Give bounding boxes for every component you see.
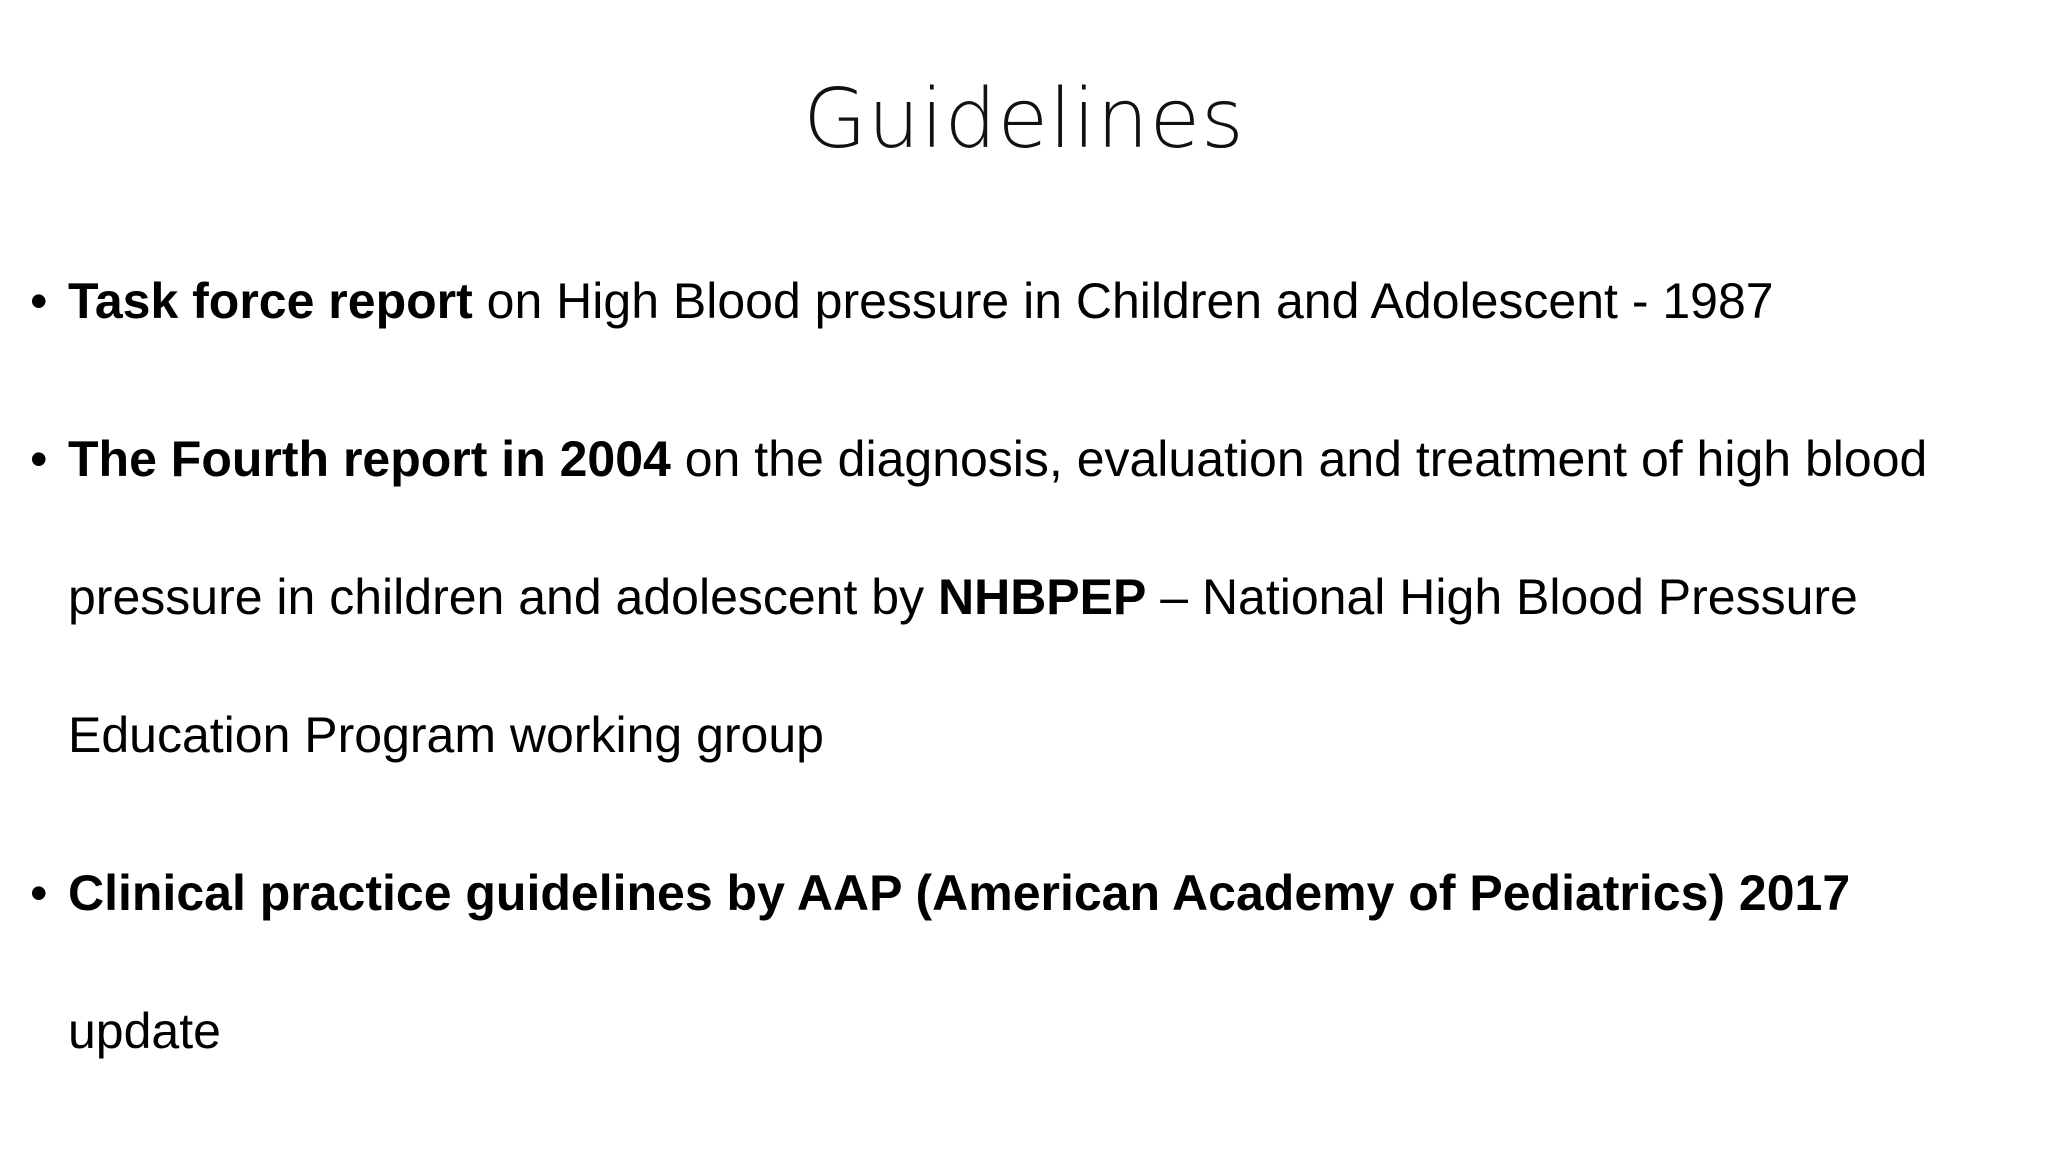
bullet-bold-text: Task force report — [68, 273, 473, 329]
bullet-bold-acronym: NHBPEP — [937, 569, 1147, 625]
bullet-icon: • — [30, 431, 48, 487]
bullet-icon: • — [30, 865, 48, 921]
bullet-icon: • — [30, 273, 48, 329]
bullet-text: update — [68, 1003, 221, 1059]
bullet-text: on High Blood pressure in Children and Adolescent - 1987 — [472, 273, 1774, 329]
bullet-bold-text: The Fourth report in 2004 — [68, 431, 671, 487]
slide-title: Guidelines — [803, 72, 1245, 167]
bullet-item-task-force — [30, 232, 1990, 370]
bullet-item-fourth-report — [30, 390, 1990, 804]
bullet-text: – National High Blood Pressure Education Program working group — [68, 569, 1858, 763]
bullet-list — [30, 232, 1990, 1100]
bullet-item-aap-guidelines — [30, 824, 1990, 1100]
bullet-bold-text: Clinical practice guidelines by AAP (American Academy of Pediatrics) 2017 — [68, 865, 1851, 921]
bullet-text: on the diagnosis, evaluation and treatment of high blood pressure in children and adolescent by — [68, 431, 1928, 625]
